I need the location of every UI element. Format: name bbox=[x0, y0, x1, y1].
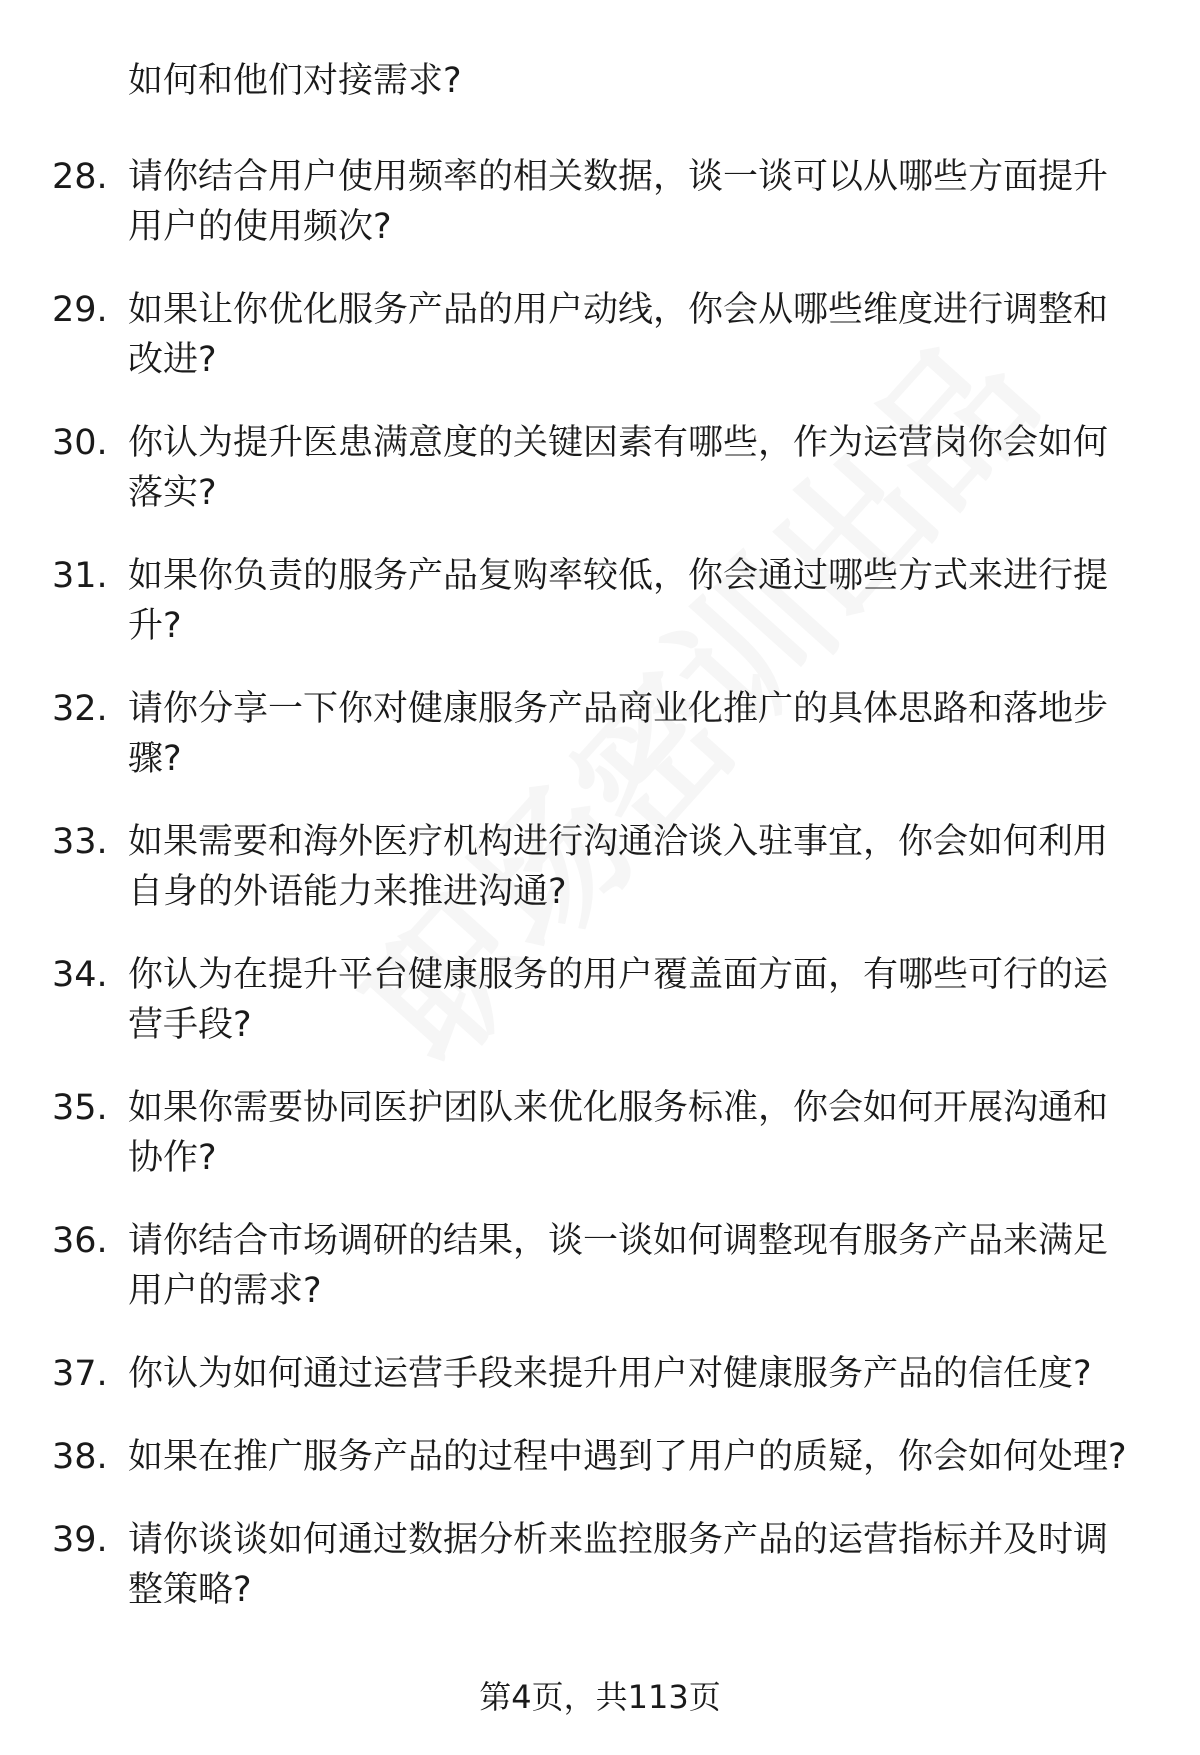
question-text: 你认为在提升平台健康服务的用户覆盖面方面，有哪些可行的运营手段? bbox=[128, 955, 1109, 1045]
question-item bbox=[0, 1515, 1200, 1615]
question-text: 你认为提升医患满意度的关键因素有哪些，作为运营岗你会如何落实? bbox=[128, 423, 1109, 513]
question-text: 请你结合市场调研的结果，谈一谈如何调整现有服务产品来满足用户的需求? bbox=[128, 1221, 1109, 1311]
question-text: 如果让你优化服务产品的用户动线，你会从哪些维度进行调整和改进? bbox=[128, 290, 1109, 380]
question-list bbox=[0, 152, 1200, 1648]
question-item bbox=[0, 152, 1200, 252]
question-item bbox=[0, 684, 1200, 784]
question-number: 32. bbox=[52, 689, 108, 729]
question-number: 37. bbox=[52, 1354, 108, 1394]
question-number: 39. bbox=[52, 1520, 108, 1560]
question-number: 33. bbox=[52, 822, 108, 862]
question-number: 31. bbox=[52, 556, 108, 596]
question-item bbox=[0, 285, 1200, 385]
question-text: 请你分享一下你对健康服务产品商业化推广的具体思路和落地步骤? bbox=[128, 689, 1109, 779]
question-item bbox=[0, 1432, 1200, 1482]
question-item bbox=[0, 1216, 1200, 1316]
question-number: 36. bbox=[52, 1221, 108, 1261]
question-text: 如果你负责的服务产品复购率较低，你会通过哪些方式来进行提升? bbox=[128, 556, 1109, 646]
question-item bbox=[0, 1083, 1200, 1183]
question-text: 如果你需要协同医护团队来优化服务标准，你会如何开展沟通和协作? bbox=[128, 1088, 1109, 1178]
question-text: 你认为如何通过运营手段来提升用户对健康服务产品的信任度? bbox=[128, 1354, 1092, 1394]
question-item bbox=[0, 418, 1200, 518]
question-text: 请你结合用户使用频率的相关数据，谈一谈可以从哪些方面提升用户的使用频次? bbox=[128, 157, 1109, 247]
question-number: 30. bbox=[52, 423, 108, 463]
question-item bbox=[0, 950, 1200, 1050]
question-number: 38. bbox=[52, 1437, 108, 1477]
question-number: 35. bbox=[52, 1088, 108, 1128]
question-item bbox=[0, 551, 1200, 651]
question-number: 34. bbox=[52, 955, 108, 995]
continued-question-text: 如何和他们对接需求? bbox=[128, 61, 462, 101]
page-footer: 第4页，共113页 bbox=[479, 1678, 721, 1716]
question-item bbox=[0, 1349, 1200, 1399]
question-number: 28. bbox=[52, 157, 108, 197]
question-text: 请你谈谈如何通过数据分析来监控服务产品的运营指标并及时调整策略? bbox=[128, 1520, 1109, 1610]
question-text: 如果在推广服务产品的过程中遇到了用户的质疑，你会如何处理? bbox=[128, 1437, 1127, 1477]
question-text: 如果需要和海外医疗机构进行沟通洽谈入驻事宜，你会如何利用自身的外语能力来推进沟通? bbox=[128, 822, 1109, 912]
question-number: 29. bbox=[52, 290, 108, 330]
question-item bbox=[0, 817, 1200, 917]
